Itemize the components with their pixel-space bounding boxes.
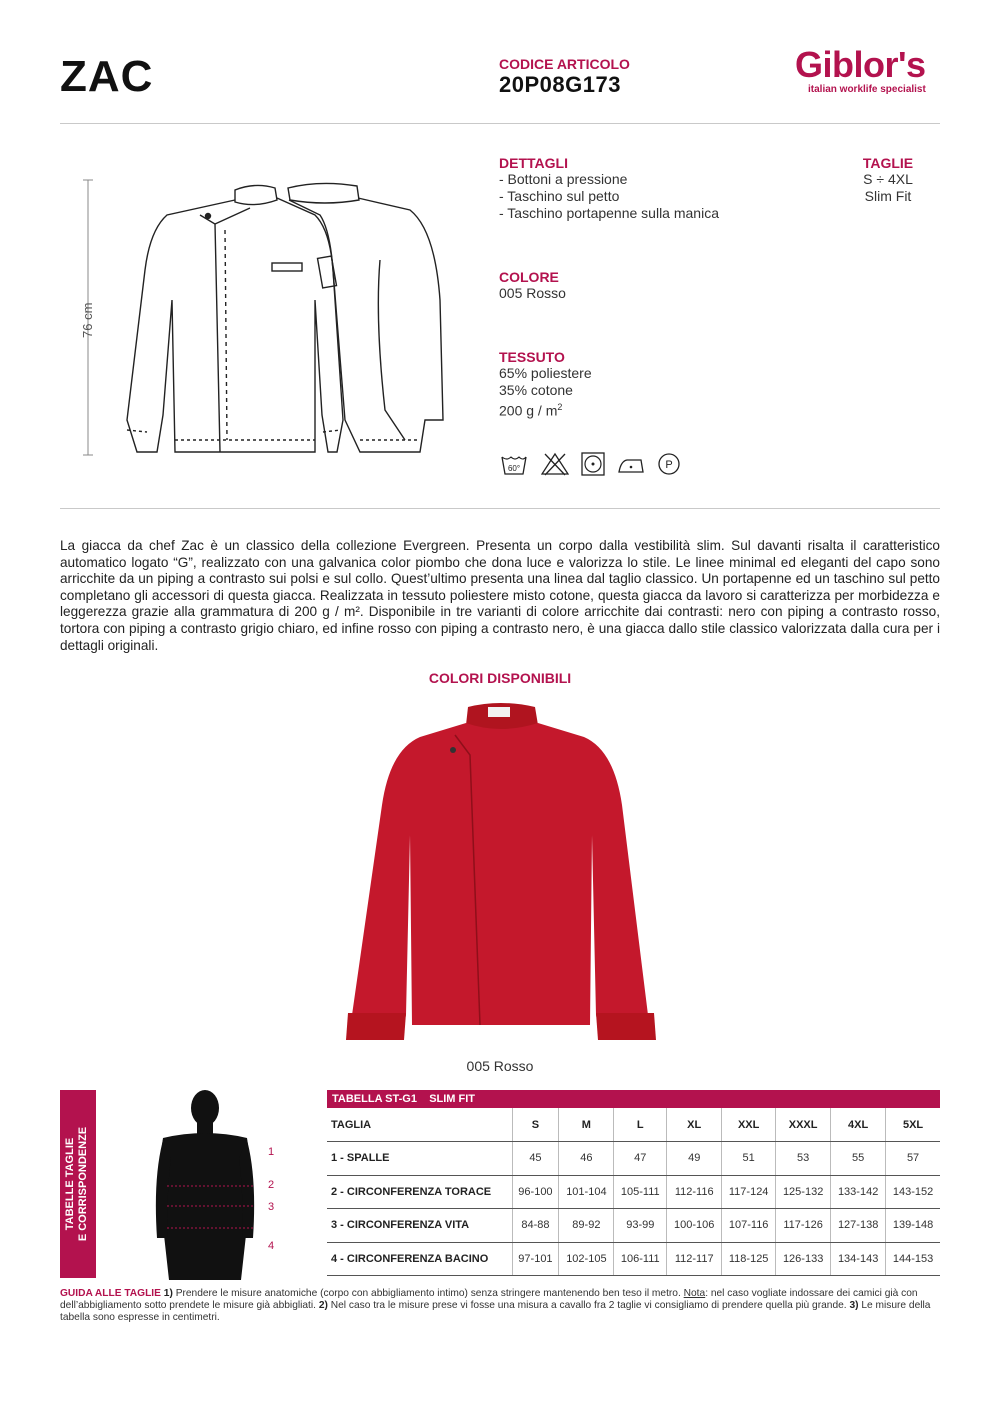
fabric-line: 65% poliestere: [499, 365, 592, 381]
product-description: La giacca da chef Zac è un classico della collezione Evergreen. Presenta un corpo dalla vestibilità slim. Sul davanti risalta il caratteristico automatico logato “G”, realizzato con una galvanica color piombo che dona luce e valorizza lo stile. Le linee minimal ed eleganti del capo sono arricchite da un piping a contrasto sui polsi e sul collo. Quest’ultimo presenta una linea dal taglio classico. Un portapenne ed un taschino sul petto completano gli accessori di questa giacca. Realizzata in tessuto poliestere misto cotone, questa giacca da lavoro si caratterizza per morbidezza e leggerezza grazie alla grammatura di 200 g / m². Disponibile in tre varianti di colore arricchite dai contrasti: nero con piping a contrasto rosso, tortora con piping a contrasto grigio chiaro, ed infine rosso con piping a contrasto nero, è una giacca dallo stile classico valorizzata dalla cura per i dettagli originali.: [60, 538, 940, 653]
table-cell: 106-111: [614, 1242, 667, 1276]
size-tables-label-line2: E CORRISPONDENZE: [77, 1126, 89, 1242]
divider: [60, 123, 940, 124]
details-item: - Taschino portapenne sulla manica: [499, 205, 719, 221]
size-table: [327, 1090, 940, 1276]
color-section: [499, 269, 566, 302]
wash-60-icon: [500, 452, 528, 476]
jacket-red-image: [340, 695, 660, 1045]
table-cell: 117-126: [776, 1209, 831, 1243]
size-guide-step-number: 3): [849, 1300, 859, 1311]
divider: [60, 508, 940, 509]
table-cell: 144-153: [886, 1242, 940, 1276]
table-cell: 49: [667, 1142, 722, 1176]
sizes-title: TAGLIE: [862, 155, 914, 171]
table-cell: 105-111: [614, 1175, 667, 1209]
dry-clean-label: P: [665, 459, 673, 471]
table-cell: 84-88: [512, 1209, 559, 1243]
table-cell: 133-142: [831, 1175, 886, 1209]
table-cell: 3 - CIRCONFERENZA VITA: [327, 1209, 512, 1243]
table-cell: 2 - CIRCONFERENZA TORACE: [327, 1175, 512, 1209]
table-cell: 118-125: [722, 1242, 776, 1276]
color-title: COLORE: [499, 269, 559, 285]
details-title: DETTAGLI: [499, 155, 568, 171]
table-row: [327, 1142, 940, 1176]
table-cell: 45: [512, 1142, 559, 1176]
size-table-header: [327, 1090, 940, 1108]
brand-tagline: italian worklife specialist: [808, 84, 926, 95]
table-cell: 93-99: [614, 1209, 667, 1243]
size-guide-note-label: Nota: [683, 1288, 706, 1299]
table-cell: 4 - CIRCONFERENZA BACINO: [327, 1242, 512, 1276]
article-code-value: 20P08G173: [499, 72, 621, 97]
body-measure-number: 4: [268, 1240, 275, 1252]
details-item: - Taschino sul petto: [499, 188, 620, 204]
table-row: [327, 1242, 940, 1276]
size-guide-step-number: 1): [163, 1288, 173, 1299]
fabric-weight: [499, 399, 592, 420]
table-cell: 97-101: [512, 1242, 559, 1276]
dry-clean-p-icon: [655, 452, 683, 476]
table-cell: 4XL: [831, 1108, 886, 1142]
table-cell: 126-133: [776, 1242, 831, 1276]
details-section: [499, 155, 719, 222]
height-label: 76 cm: [80, 302, 95, 338]
fabric-section: [499, 349, 592, 420]
body-measure-number: 3: [268, 1201, 275, 1213]
sizes-fit: Slim Fit: [864, 188, 912, 204]
jacket-technical-drawing: [75, 170, 455, 465]
table-cell: 139-148: [886, 1209, 940, 1243]
size-tables-label: [60, 1090, 96, 1278]
table-cell: L: [614, 1108, 667, 1142]
table-cell: 47: [614, 1142, 667, 1176]
size-guide-step: Le misure della tabella sono espresse in centimetri.: [60, 1300, 931, 1323]
table-cell: 55: [831, 1142, 886, 1176]
table-cell: TAGLIA: [327, 1108, 512, 1142]
fabric-weight-exponent: 2: [557, 402, 563, 412]
wash-temp-label: 60°: [507, 464, 521, 473]
table-cell: 107-116: [722, 1209, 776, 1243]
available-colors-title: COLORI DISPONIBILI: [428, 670, 572, 686]
color-value: 005 Rosso: [499, 285, 566, 301]
iron-icon: [617, 452, 645, 476]
size-tables-label-text: [60, 1090, 96, 1278]
fabric-line: 35% cotone: [499, 382, 573, 398]
table-cell: XXXL: [776, 1108, 831, 1142]
size-guide: [60, 1288, 940, 1324]
details-item: - Bottoni a pressione: [499, 171, 628, 187]
size-guide-step: Prendere le misure anatomiche (corpo con abbigliamento intimo) senza stringere mantenendo ben teso il metro.: [175, 1288, 681, 1299]
table-cell: S: [512, 1108, 559, 1142]
table-cell: 57: [886, 1142, 940, 1176]
size-guide-step: Nel caso tra le misure prese vi fosse una misura a cavallo fra 2 taglie vi consigliamo di prendere quella più grande.: [330, 1300, 847, 1311]
table-cell: 46: [559, 1142, 614, 1176]
height-measure: [80, 300, 98, 340]
table-cell: 112-117: [667, 1242, 722, 1276]
size-table-title: TABELLA ST-G1: [332, 1093, 417, 1105]
table-cell: 1 - SPALLE: [327, 1142, 512, 1176]
body-measure-number: 2: [268, 1179, 275, 1191]
table-cell: 96-100: [512, 1175, 559, 1209]
body-measure-number: 1: [268, 1146, 275, 1158]
table-cell: 5XL: [886, 1108, 940, 1142]
table-cell: 127-138: [831, 1209, 886, 1243]
brand-logo: Giblor's: [795, 44, 926, 85]
table-cell: 51: [722, 1142, 776, 1176]
table-cell: 53: [776, 1142, 831, 1176]
table-cell: XL: [667, 1108, 722, 1142]
size-guide-step-number: 2): [318, 1300, 328, 1311]
table-cell: 102-105: [559, 1242, 614, 1276]
fabric-title: TESSUTO: [499, 349, 565, 365]
size-guide-title: GUIDA ALLE TAGLIE: [60, 1288, 161, 1299]
size-table-fit: SLIM FIT: [429, 1093, 476, 1105]
sizes-range: S ÷ 4XL: [863, 171, 913, 187]
table-cell: M: [559, 1108, 614, 1142]
fabric-weight-value: 200 g / m: [499, 402, 558, 419]
table-cell: 134-143: [831, 1242, 886, 1276]
table-row: [327, 1175, 940, 1209]
table-cell: XXL: [722, 1108, 776, 1142]
no-bleach-icon: [541, 452, 569, 476]
table-cell: 112-116: [667, 1175, 722, 1209]
table-header-row: [327, 1108, 940, 1142]
table-cell: 117-124: [722, 1175, 776, 1209]
table-cell: 101-104: [559, 1175, 614, 1209]
article-code-label: CODICE ARTICOLO: [499, 56, 630, 72]
body-silhouette-icon: [145, 1088, 265, 1280]
available-color-caption: 005 Rosso: [466, 1058, 534, 1074]
table-cell: 100-106: [667, 1209, 722, 1243]
table-cell: 125-132: [776, 1175, 831, 1209]
table-cell: 143-152: [886, 1175, 940, 1209]
size-guide-note: : nel caso vogliate indossare dei camici già con dell’abbigliamento sotto prendete le misure già abbigliati.: [60, 1288, 918, 1311]
size-tables-label-line1: TABELLE TAGLIE: [64, 1137, 76, 1231]
product-title: ZAC: [60, 52, 154, 101]
table-row: [327, 1209, 940, 1243]
sizes-section: [862, 155, 914, 205]
table-cell: 89-92: [559, 1209, 614, 1243]
size-table-grid: [327, 1108, 940, 1276]
tumble-dry-icon: [579, 452, 607, 476]
